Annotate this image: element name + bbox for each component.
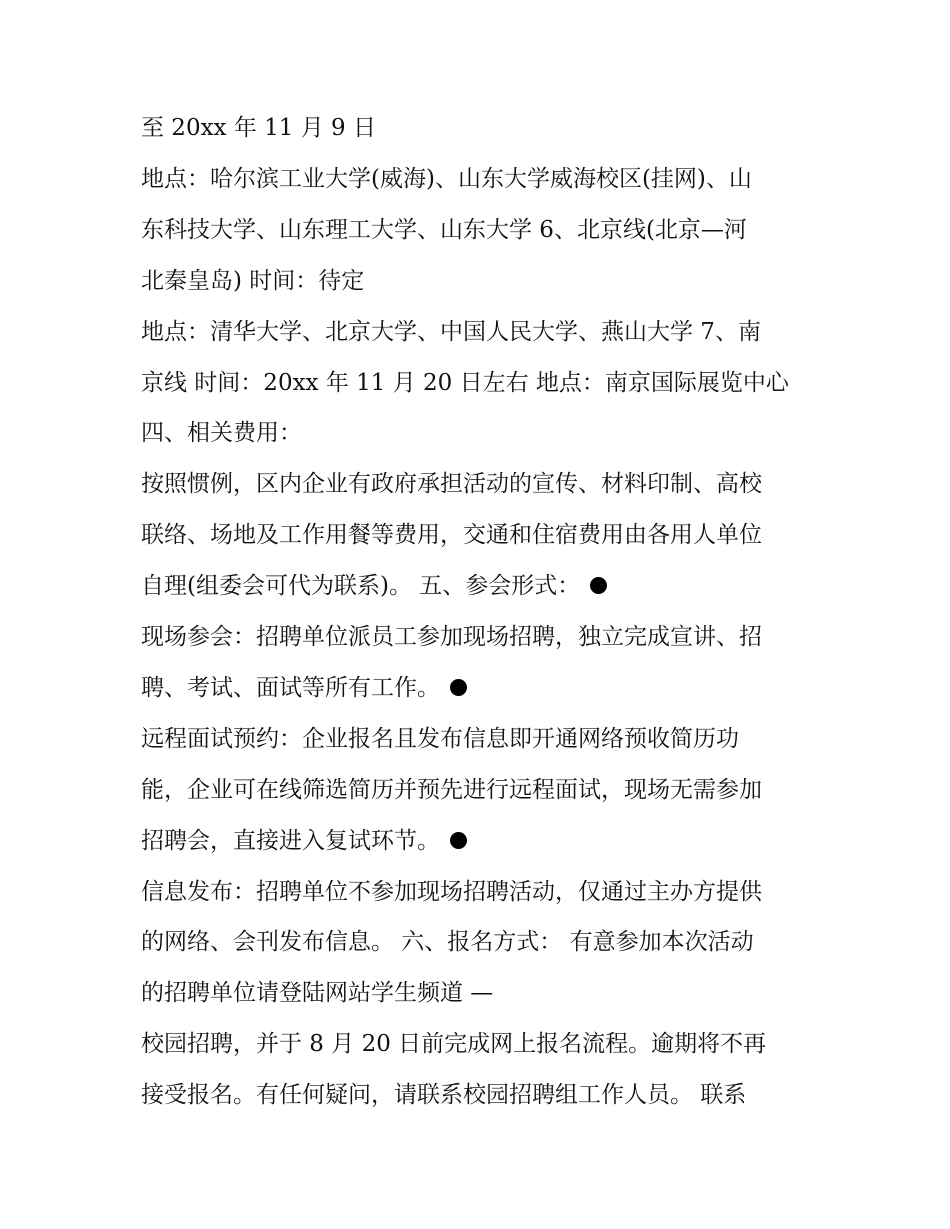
text-line: 的招聘单位请登陆网站学生频道 — <box>141 980 494 1006</box>
text-line: 接受报名。有任何疑问，请联系校园招聘组工作人员。 联系 <box>141 1082 747 1108</box>
text-line: 远程面试预约：企业报名且发布信息即开通网络预收简历功 <box>141 726 739 752</box>
text-line: 地点：哈尔滨工业大学(威海)、山东大学威海校区(挂网)、山 <box>141 166 752 192</box>
text-line-with-bullet <box>141 668 821 708</box>
bullet-icon <box>450 679 467 696</box>
text-span: 招聘会，直接进入复试环节。 <box>141 828 440 854</box>
text-line: 京线 时间：20xx 年 11 月 20 日左右 地点：南京国际展览中心 <box>141 370 789 396</box>
text-line: 的网络、会刊发布信息。 六、报名方式： 有意参加本次活动 <box>141 929 754 955</box>
text-line: 现场参会：招聘单位派员工参加现场招聘，独立完成宣讲、招 <box>141 624 762 650</box>
text-span: 自理(组委会可代为联系)。 五、参会形式： <box>141 573 581 599</box>
text-line: 地点：清华大学、北京大学、中国人民大学、燕山大学 7、南 <box>141 319 761 345</box>
text-line: 东科技大学、山东理工大学、山东大学 6、北京线(北京—河 <box>141 217 747 243</box>
text-line-with-bullet <box>141 821 821 861</box>
text-line: 北秦皇岛) 时间：待定 <box>141 268 365 294</box>
text-span: 聘、考试、面试等所有工作。 <box>141 675 440 701</box>
text-line-with-bullet <box>141 566 821 606</box>
bullet-icon <box>450 832 467 849</box>
section-heading: 四、相关费用： <box>141 420 302 446</box>
text-line: 信息发布：招聘单位不参加现场招聘活动，仅通过主办方提供 <box>141 879 762 905</box>
text-line: 联络、场地及工作用餐等费用，交通和住宿费用由各用人单位 <box>141 522 762 548</box>
text-line: 能，企业可在线筛选简历并预先进行远程面试，现场无需参加 <box>141 777 762 803</box>
text-line: 至 20xx 年 11 月 9 日 <box>141 115 376 141</box>
text-line: 校园招聘，并于 8 月 20 日前完成网上报名流程。逾期将不再 <box>141 1031 767 1057</box>
bullet-icon <box>590 577 607 594</box>
text-line: 按照惯例，区内企业有政府承担活动的宣传、材料印制、高校 <box>141 471 762 497</box>
